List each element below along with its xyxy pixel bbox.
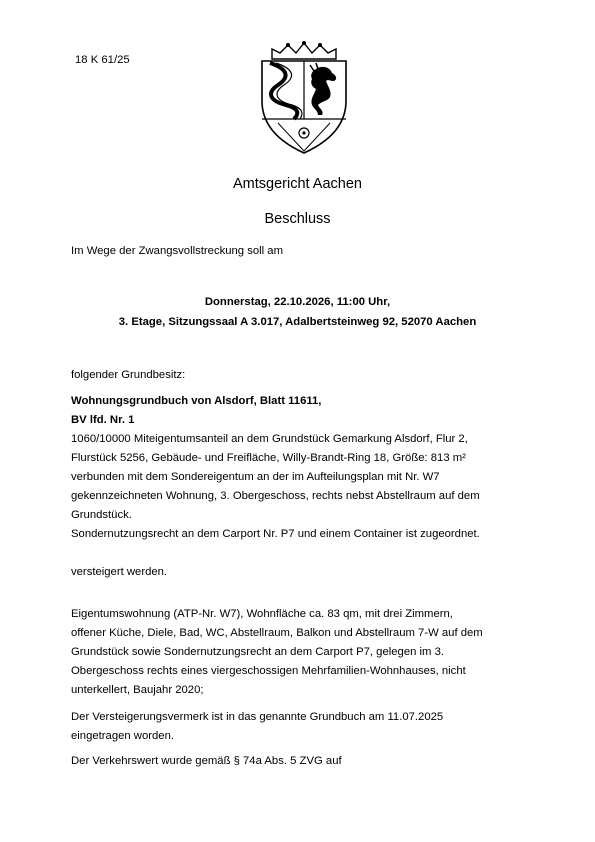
nrw-coat-of-arms-icon — [258, 39, 350, 155]
registration-line: Der Versteigerungsvermerk ist in das genannte Grundbuch am 11.07.2025 — [71, 711, 444, 723]
bv-line: BV lfd. Nr. 1 — [71, 414, 135, 426]
file-number: 18 K 61/25 — [75, 54, 130, 66]
property-description-line: Flurstück 5256, Gebäude- und Freifläche, Willy-Brandt-Ring 18, Größe: 813 m² — [71, 452, 466, 464]
property-description-line: verbunden mit dem Sondereigentum an der im Aufteilungsplan mit Nr. W7 — [71, 471, 440, 483]
registration-line: eingetragen worden. — [71, 730, 175, 742]
property-description-line: Sondernutzungsrecht an dem Carport Nr. P7 und einem Container ist zugeordnet. — [71, 528, 480, 540]
details-line: Eigentumswohnung (ATP-Nr. W7), Wohnfläche ca. 83 qm, mit drei Zimmern, — [71, 608, 453, 620]
property-intro: folgender Grundbesitz: — [71, 369, 186, 381]
registry-line: Wohnungsgrundbuch von Alsdorf, Blatt 11611, — [71, 395, 322, 407]
details-line: unterkellert, Baujahr 2020; — [71, 684, 204, 696]
details-line: Obergeschoss rechts eines viergeschossigen Mehrfamilien-Wohnhauses, nicht — [71, 665, 466, 677]
court-name: Amtsgericht Aachen — [233, 176, 362, 192]
details-line: offener Küche, Diele, Bad, WC, Abstellraum, Balkon und Abstellraum 7-W auf dem — [71, 627, 483, 639]
property-description-line: Grundstück. — [71, 509, 132, 521]
appointment-location: 3. Etage, Sitzungssaal A 3.017, Adalbertsteinweg 92, 52070 Aachen — [118, 316, 477, 328]
appointment-date: Donnerstag, 22.10.2026, 11:00 Uhr, — [204, 296, 391, 308]
property-description-line: gekennzeichneten Wohnung, 3. Obergeschoss, rechts nebst Abstellraum auf dem — [71, 490, 480, 502]
intro-text: Im Wege der Zwangsvollstreckung soll am — [71, 245, 284, 257]
property-description-line: 1060/10000 Miteigentumsanteil an dem Grundstück Gemarkung Alsdorf, Flur 2, — [71, 433, 468, 445]
auction-outcome: versteigert werden. — [71, 566, 168, 578]
document-type-heading: Beschluss — [264, 211, 331, 227]
details-line: Grundstück sowie Sondernutzungsrecht an dem Carport P7, gelegen im 3. — [71, 646, 445, 658]
market-value-line: Der Verkehrswert wurde gemäß § 74a Abs. 5 ZVG auf — [71, 755, 342, 767]
